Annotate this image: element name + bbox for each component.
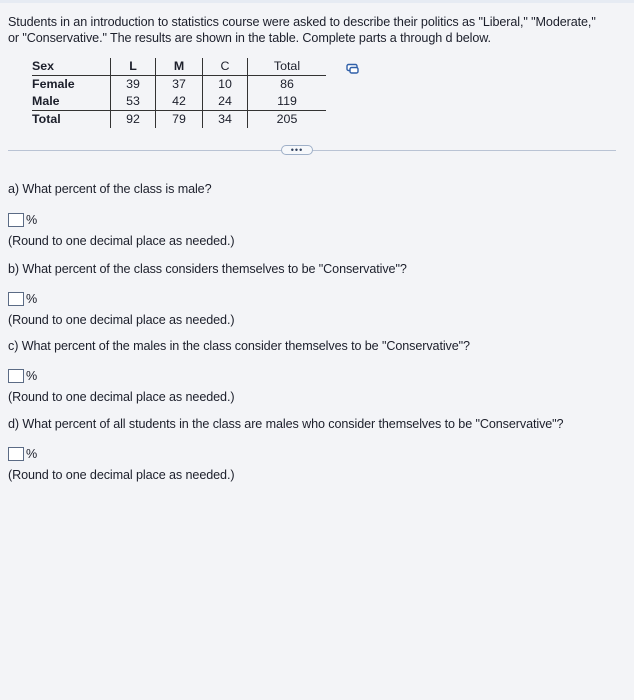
row-label: Total [32,111,111,129]
row-label: Male [32,93,111,111]
problem-statement: Students in an introduction to statistics course were asked to describe their politics as "Liberal," "Moderate," or "Conservative." The results are shown in the table. Complete parts a through d below. [8,15,596,45]
politics-table [32,58,326,128]
answer-d-input[interactable] [8,447,24,461]
cell: 42 [156,93,203,111]
question-b: b) What percent of the class considers themselves to be "Conservative"? [8,262,407,276]
cell: 37 [156,76,203,94]
cell: 34 [203,111,248,129]
question-d: d) What percent of all students in the class are males who consider themselves to be "Conservative"? [8,417,564,431]
cell: 86 [280,77,294,91]
table-total-row [32,111,326,129]
header-moderate: M [156,58,203,76]
header-sex: Sex [32,58,111,76]
table-header-row [32,58,326,76]
question-c: c) What percent of the males in the class consider themselves to be "Conservative"? [8,339,470,353]
cell: 205 [248,111,327,129]
answer-c [8,368,37,384]
percent-unit: % [26,213,38,227]
copy-icon[interactable] [346,62,360,74]
more-ellipsis-icon[interactable]: ••• [281,145,313,155]
answer-b [8,291,37,307]
answer-a [8,212,37,228]
table-row [32,76,326,94]
cell: 24 [203,93,248,111]
percent-unit: % [26,369,38,383]
row-label: Female [32,76,111,94]
cell: 119 [277,94,297,108]
answer-c-input[interactable] [8,369,24,383]
cell: 39 [111,76,156,94]
question-a: a) What percent of the class is male? [8,182,212,196]
rounding-note-c: (Round to one decimal place as needed.) [8,390,235,404]
answer-d [8,446,37,462]
header-liberal: L [111,58,156,76]
cell: 10 [203,76,248,94]
cell: 92 [111,111,156,129]
header-conservative: C [203,58,248,76]
rounding-note-d: (Round to one decimal place as needed.) [8,468,235,482]
header-total: Total [248,58,327,76]
answer-a-input[interactable] [8,213,24,227]
cell: 79 [156,111,203,129]
table-row [32,93,326,111]
percent-unit: % [26,292,38,306]
answer-b-input[interactable] [8,292,24,306]
rounding-note-b: (Round to one decimal place as needed.) [8,313,235,327]
rounding-note-a: (Round to one decimal place as needed.) [8,234,235,248]
top-strip [0,0,634,3]
percent-unit: % [26,447,38,461]
cell: 53 [111,93,156,111]
